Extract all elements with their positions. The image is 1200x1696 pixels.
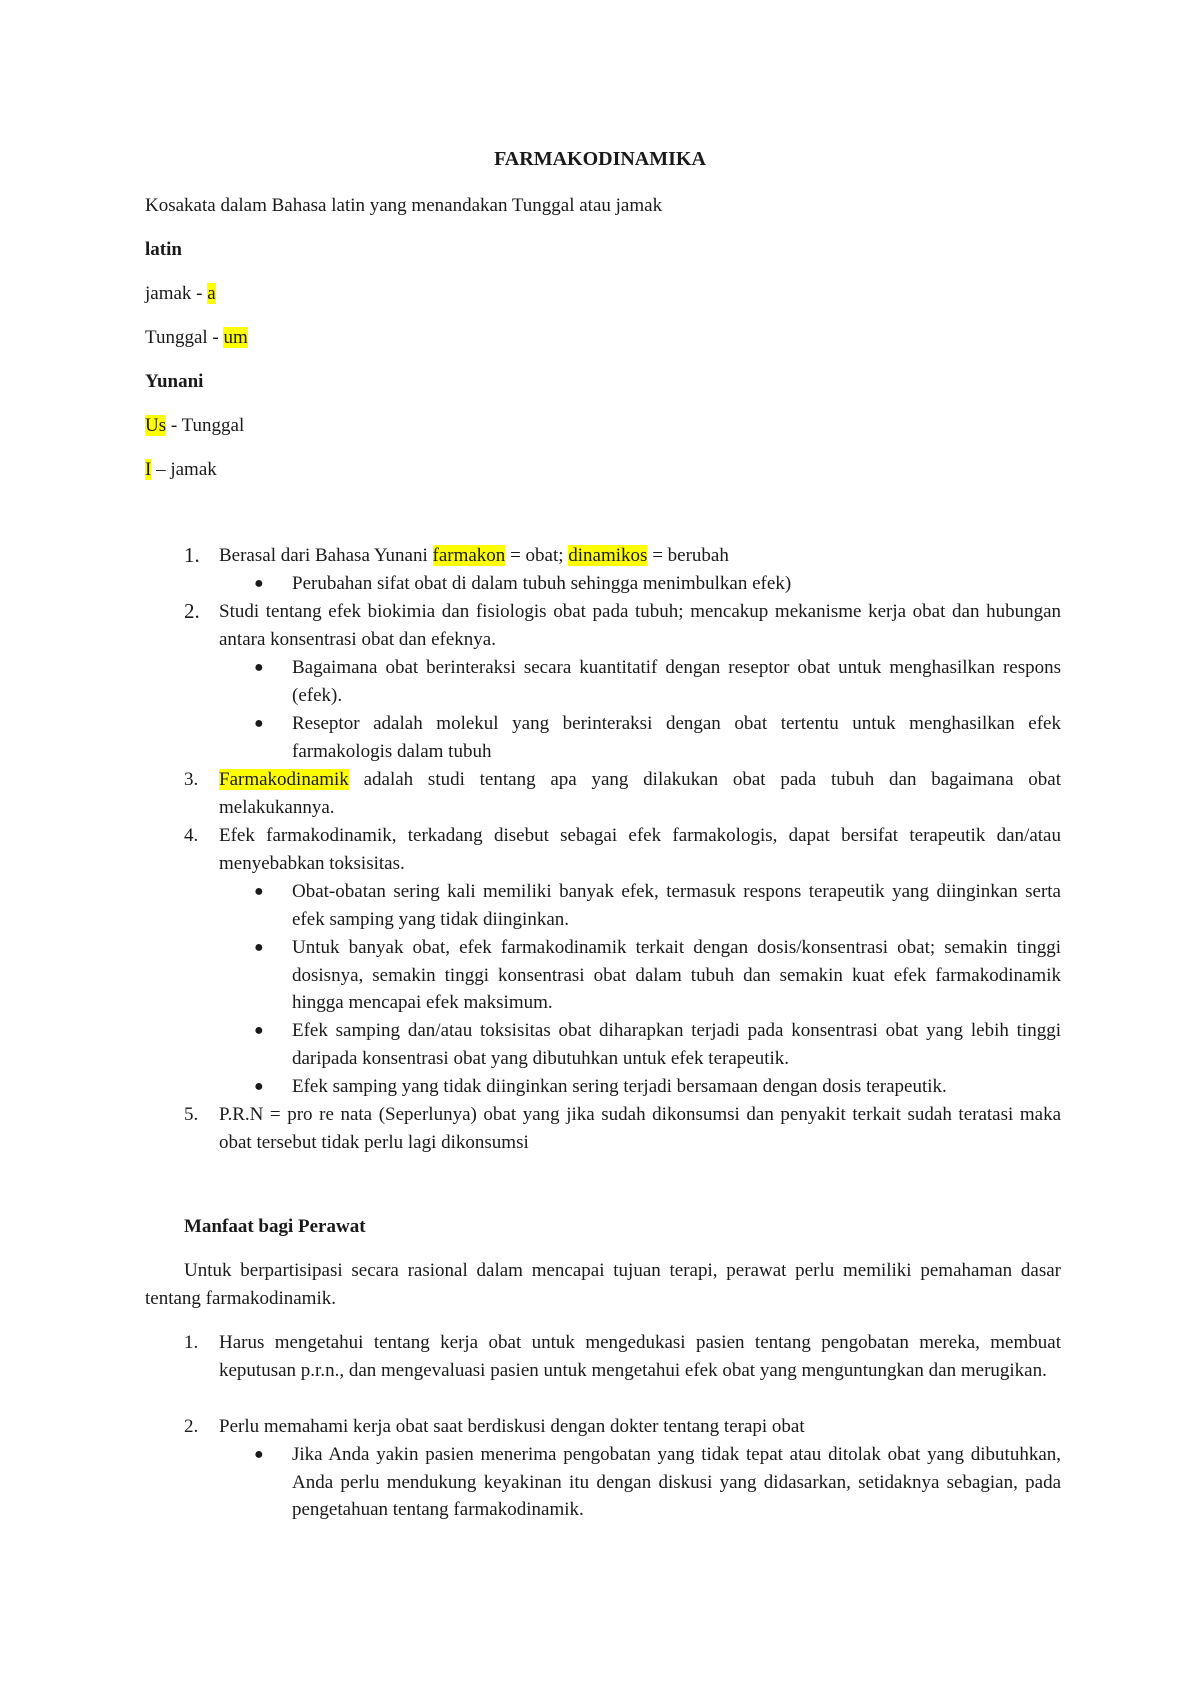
manfaat-item-1: Harus mengetahui tentang kerja obat untuk mengedukasi pasien tentang pengobatan mereka, membuat keputusan p.r.n., dan mengevaluasi pasien untuk mengetahui efek obat yang menguntungkan dan merugikan.	[219, 1332, 1061, 1381]
list-number-3: 3.	[184, 769, 199, 790]
latin-jamak	[145, 280, 216, 307]
list-item-5: P.R.N = pro re nata (Seperlunya) obat yang jika sudah dikonsumsi dan penyakit terkait sudah teratasi maka obat tersebut tidak perlu lagi dikonsumsi	[219, 1104, 1061, 1153]
manfaat-number-2: 2.	[184, 1416, 199, 1437]
latin-heading: latin	[145, 239, 182, 260]
term-farmakon: farmakon	[432, 545, 506, 566]
list-number-4: 4.	[184, 825, 199, 846]
list-number-5: 5.	[184, 1104, 199, 1125]
yunani-us-rest: - Tunggal	[166, 415, 245, 436]
bullet-icon: ●	[254, 883, 264, 900]
list-item-3-rest: adalah studi tentang apa yang dilakukan obat pada tubuh dan bagaimana obat melakukannya.	[219, 769, 1061, 818]
term-dinamikos: dinamikos	[568, 545, 648, 566]
list-item-2: Studi tentang efek biokimia dan fisiologis obat pada tubuh; mencakup mekanisme kerja obat dan hubungan antara konsentrasi obat dan efeknya.	[219, 601, 1061, 650]
latin-tunggal-suffix: um	[223, 327, 248, 348]
bullet-icon: ●	[254, 1078, 264, 1095]
yunani-heading: Yunani	[145, 371, 204, 392]
latin-tunggal	[145, 324, 248, 351]
list-item-1	[219, 542, 729, 569]
list-item-2-bullet-1: Bagaimana obat berinteraksi secara kuantitatif dengan reseptor obat untuk menghasilkan respons (efek).	[292, 657, 1061, 706]
bullet-icon: ●	[254, 1446, 264, 1463]
yunani-i-suffix: I	[145, 459, 152, 480]
list-item-1-a: Berasal dari Bahasa Yunani	[219, 545, 433, 566]
latin-tunggal-label: Tunggal -	[145, 327, 224, 348]
list-item-3	[219, 766, 1061, 821]
list-item-4-bullet-1: Obat-obatan sering kali memiliki banyak efek, termasuk respons terapeutik yang diinginkan serta efek samping yang tidak diinginkan.	[292, 881, 1061, 930]
manfaat-heading: Manfaat bagi Perawat	[184, 1216, 366, 1237]
manfaat-paragraph: Untuk berpartisipasi secara rasional dalam mencapai tujuan terapi, perawat perlu memiliki pemahaman dasar tentang farmakodinamik.	[145, 1260, 1061, 1309]
list-item-1-b: = obat;	[505, 545, 569, 566]
list-item-1-bullet-1: Perubahan sifat obat di dalam tubuh sehingga menimbulkan efek)	[292, 573, 792, 594]
yunani-i-rest: – jamak	[151, 459, 217, 480]
bullet-icon: ●	[254, 1022, 264, 1039]
list-number-2: 2.	[184, 599, 200, 623]
yunani-us-suffix: Us	[145, 415, 167, 436]
list-item-4-bullet-3: Efek samping dan/atau toksisitas obat diharapkan terjadi pada konsentrasi obat yang lebih tinggi daripada konsentrasi obat yang dibutuhkan untuk efek terapeutik.	[292, 1020, 1061, 1069]
term-farmakodinamik: Farmakodinamik	[219, 769, 349, 790]
manfaat-item-2: Perlu memahami kerja obat saat berdiskusi dengan dokter tentang terapi obat	[219, 1416, 805, 1437]
intro-text: Kosakata dalam Bahasa latin yang menandakan Tunggal atau jamak	[145, 195, 663, 216]
bullet-icon: ●	[254, 659, 264, 676]
manfaat-number-1: 1.	[184, 1332, 199, 1353]
list-number-1: 1.	[184, 543, 200, 567]
page-title: FARMAKODINAMIKA	[494, 148, 706, 170]
list-item-4-bullet-4: Efek samping yang tidak diinginkan sering terjadi bersamaan dengan dosis terapeutik.	[292, 1076, 947, 1097]
latin-jamak-label: jamak -	[145, 283, 208, 304]
latin-jamak-suffix: a	[207, 283, 216, 304]
list-item-2-bullet-2: Reseptor adalah molekul yang berinteraksi dengan obat tertentu untuk menghasilkan efek farmakologis dalam tubuh	[292, 713, 1061, 762]
yunani-i	[145, 456, 217, 483]
yunani-us	[145, 412, 244, 439]
bullet-icon: ●	[254, 575, 264, 592]
list-item-1-c: = berubah	[647, 545, 729, 566]
bullet-icon: ●	[254, 939, 264, 956]
bullet-icon: ●	[254, 715, 264, 732]
list-item-4: Efek farmakodinamik, terkadang disebut sebagai efek farmakologis, dapat bersifat terapeutik dan/atau menyebabkan toksisitas.	[219, 825, 1061, 874]
list-item-4-bullet-2: Untuk banyak obat, efek farmakodinamik terkait dengan dosis/konsentrasi obat; semakin tinggi dosisnya, semakin tinggi konsentrasi obat dalam tubuh dan semakin kuat efek farmakodinamik hingga mencapai efek maksimum.	[292, 937, 1061, 1013]
manfaat-item-2-bullet-1: Jika Anda yakin pasien menerima pengobatan yang tidak tepat atau ditolak obat yang dibutuhkan, Anda perlu mendukung keyakinan itu dengan diskusi yang didasarkan, setidaknya sebagian, pada pengetahuan tentang farmakodinamik.	[292, 1444, 1061, 1520]
